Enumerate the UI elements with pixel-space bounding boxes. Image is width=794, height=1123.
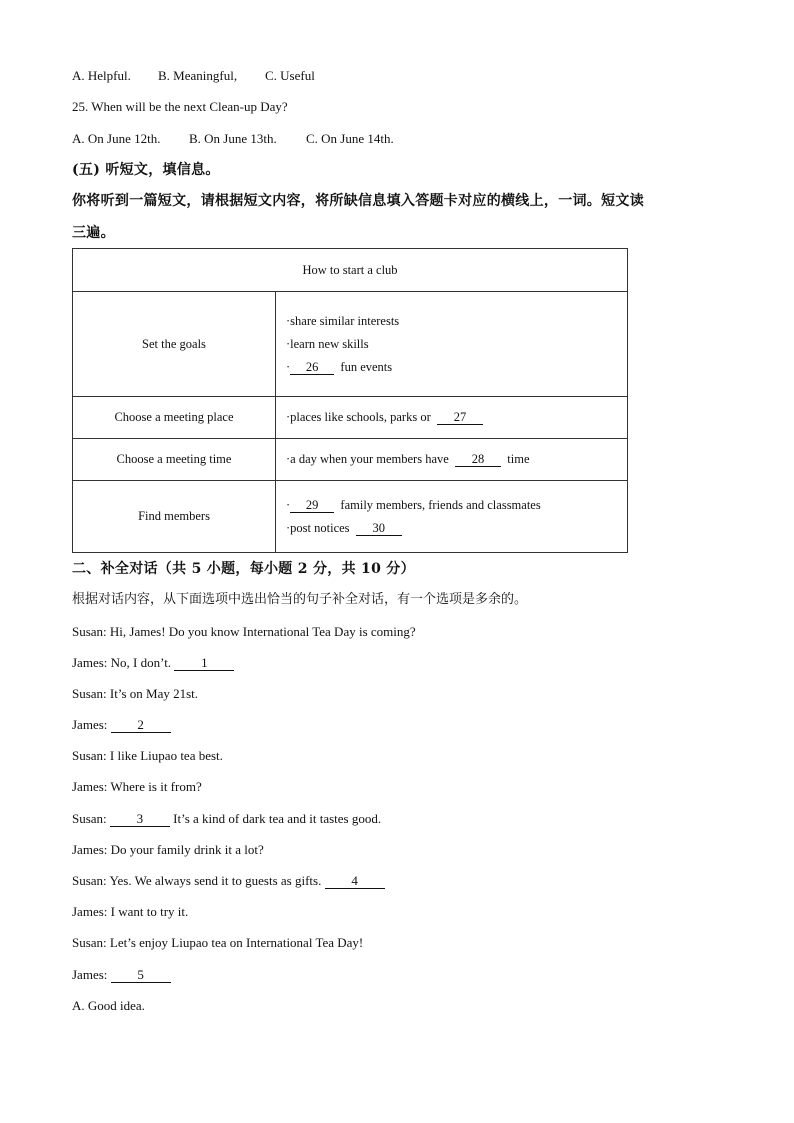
row-label: Set the goals bbox=[73, 292, 276, 397]
answer-blank-26[interactable]: 26 bbox=[290, 360, 334, 375]
club-table bbox=[72, 248, 628, 553]
dialogue-line: Susan: I like Liupao tea best. bbox=[72, 748, 223, 763]
list-item: · 29 family members, friends and classmates bbox=[286, 498, 541, 512]
row-content: ·a day when your members have 28 time bbox=[276, 439, 628, 481]
answer-blank-5[interactable]: 5 bbox=[111, 968, 171, 983]
list-item: ·post notices 30 bbox=[286, 520, 627, 536]
dialogue-line: James: 5 bbox=[72, 967, 171, 983]
table-row bbox=[73, 397, 628, 439]
answer-blank-27[interactable]: 27 bbox=[437, 410, 483, 425]
dialogue-line: Susan: Hi, James! Do you know International Tea Day is coming? bbox=[72, 624, 416, 639]
answer-blank-1[interactable]: 1 bbox=[174, 656, 234, 671]
option-b: B. Meaningful, bbox=[158, 68, 238, 83]
section2-title: 二、补全对话（共 5 小题，每小题 2 分，共 10 分） bbox=[72, 561, 415, 577]
dialogue-line: James: Where is it from? bbox=[72, 779, 202, 794]
dialogue-line: Susan: Yes. We always send it to guests as gifts. 4 bbox=[72, 873, 385, 889]
answer-blank-2[interactable]: 2 bbox=[111, 718, 171, 733]
dialogue-line: James: 2 bbox=[72, 717, 171, 733]
q24-options bbox=[72, 68, 315, 84]
list-item: ·learn new skills bbox=[286, 337, 369, 351]
option-c: C. Useful bbox=[265, 68, 315, 83]
section5-title: (五) 听短文，填信息。 bbox=[72, 162, 220, 178]
dialogue-line: James: No, I don’t. 1 bbox=[72, 655, 234, 671]
row-label: Find members bbox=[73, 481, 276, 553]
dialogue-line: Susan: 3 It’s a kind of dark tea and it tastes good. bbox=[72, 811, 382, 826]
table-row bbox=[73, 292, 628, 397]
table-row bbox=[73, 439, 628, 481]
list-item: · 26 fun events bbox=[286, 360, 393, 374]
list-item: ·share similar interests bbox=[286, 314, 400, 328]
section2-instruction: 根据对话内容，从下面选项中选出恰当的句子补全对话，有一个选项是多余的。 bbox=[72, 592, 528, 607]
option-a: A. On June 12th. bbox=[72, 131, 161, 146]
answer-blank-4[interactable]: 4 bbox=[325, 874, 385, 889]
row-content: ·places like schools, parks or 27 bbox=[276, 397, 628, 439]
section5-instruction-line1: 你将听到一篇短文，请根据短文内容，将所缺信息填入答题卡对应的横线上，一词。短文读 bbox=[72, 193, 644, 209]
option-a: A. Helpful. bbox=[72, 68, 131, 83]
row-content bbox=[276, 292, 628, 397]
q25-options bbox=[72, 131, 394, 147]
dialogue-line: James: Do your family drink it a lot? bbox=[72, 842, 264, 857]
option-b: B. On June 13th. bbox=[189, 131, 277, 146]
table-title: How to start a club bbox=[73, 249, 628, 292]
dialogue-line: Susan: Let’s enjoy Liupao tea on International Tea Day! bbox=[72, 935, 364, 950]
answer-blank-3[interactable]: 3 bbox=[110, 812, 170, 827]
option-c: C. On June 14th. bbox=[306, 131, 394, 146]
answer-blank-29[interactable]: 29 bbox=[290, 498, 334, 513]
dialogue-line: James: I want to try it. bbox=[72, 904, 189, 919]
section5-instruction-line2: 三遍。 bbox=[72, 225, 115, 241]
answer-blank-28[interactable]: 28 bbox=[455, 452, 501, 467]
dialogue-line: Susan: It’s on May 21st. bbox=[72, 686, 199, 701]
row-content bbox=[276, 481, 628, 553]
table-row bbox=[73, 481, 628, 553]
answer-blank-30[interactable]: 30 bbox=[356, 521, 402, 536]
answer-option-a: A. Good idea. bbox=[72, 998, 145, 1013]
q25-question: 25. When will be the next Clean-up Day? bbox=[72, 99, 288, 114]
row-label: Choose a meeting time bbox=[73, 439, 276, 481]
row-label: Choose a meeting place bbox=[73, 397, 276, 439]
